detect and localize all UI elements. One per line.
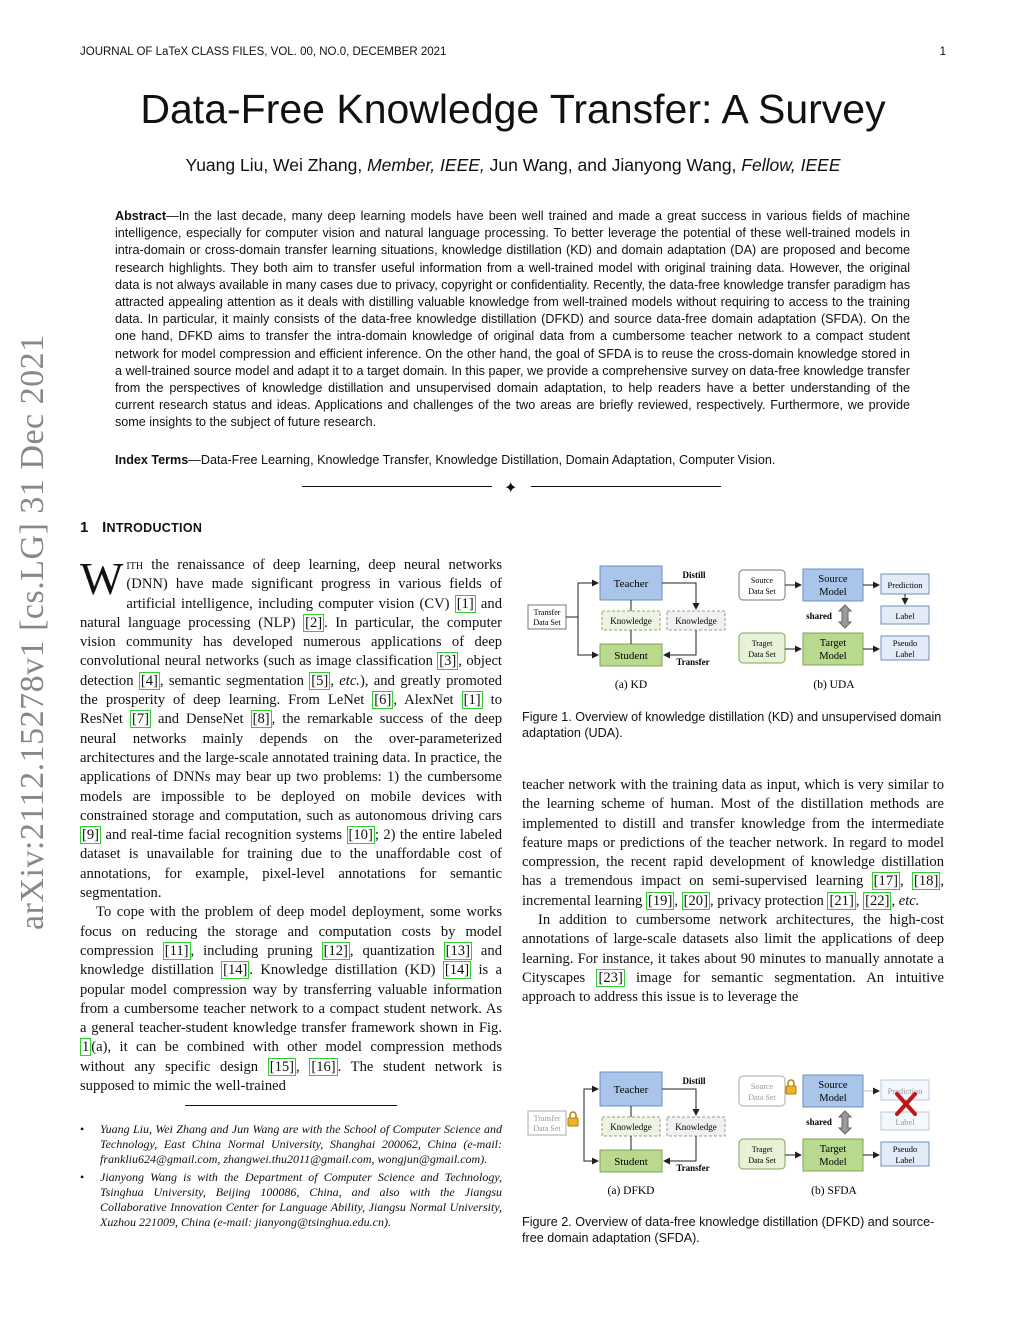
divider-diamond-icon: ✦ [504,480,518,497]
sfda-source-set-label1: Source [750,1082,774,1091]
footnote-text: Yuang Liu, Wei Zhang and Jun Wang are with the School of Computer Science and Technology, East China Normal University, Shanghai 200062, China (e-mail: frankliu624@gmail.com, zhangwei.thu2011@gmail.com, wongjun@gmail.com). [100,1122,502,1167]
citation-link[interactable]: [3] [439,653,457,670]
abstract-label: Abstract [115,209,167,223]
uda-label-label: Label [895,611,915,621]
intro-paragraph-1 [80,553,503,903]
citation-link[interactable]: [14] [223,962,248,979]
footnote-bullet: • [80,1169,85,1184]
index-terms-text: —Data-Free Learning, Knowledge Transfer, Knowledge Distillation, Domain Adaptation, Computer Vision. [188,453,776,467]
text-run: , including pruning [190,942,322,959]
sfda-label-label: Label [895,1117,915,1127]
text-run: (a), it can be combined with other model compression methods without any specific design [80,1039,502,1075]
citation-link[interactable]: [4] [140,672,158,689]
text-run: , privacy protection [709,892,828,909]
dfkd-teacher-label: Teacher [613,1084,649,1096]
dfkd-transfer-arrow [664,1136,696,1161]
authors-part1: Yuang Liu, Wei Zhang, [185,155,368,175]
dfkd-arrow-to-student [584,1123,598,1161]
dfkd-arrow-to-teacher [584,1089,598,1123]
authors-role2: Fellow, IEEE [741,155,841,175]
footnote-bullet: • [80,1122,85,1136]
sfda-target-model-label1: Target [819,1144,847,1155]
kd-knowledge-b-label: Knowledge [675,616,717,626]
sfda-source-model-label2: Model [819,1093,847,1104]
uda-pseudo-label2: Label [895,649,915,659]
footnote-text: Jianyong Wang is with the Department of Computer Science and Technology, Tsinghua University, Beijing 100086, China, and also with the Jiangsu Collaborative Innovation Center for Language Ability, Jiangsu Normal University, Xuzhou 221009, China (e-mail: jianyong@tsinghua.edu.cn). [100,1169,502,1230]
authors-role1: Member, IEEE, [367,155,485,175]
left-column [80,553,503,1096]
kd-knowledge-a-label: Knowledge [610,616,652,626]
dfkd-transfer-set-label2: Data Set [533,1124,561,1133]
citation-link[interactable]: [1] [463,692,481,709]
figure-2-caption: Figure 2. Overview of data-free knowledge distillation (DFKD) and source-free domain adaptation (SFDA). [522,1215,935,1245]
text-run: and DenseNet [151,711,251,728]
lock-icon [568,1112,578,1126]
citation-link[interactable]: [1] [456,595,474,612]
sfda-shared-arrow-icon [839,1111,851,1134]
kd-transfer-label: Transfer [676,657,710,667]
text-run: , [899,873,913,890]
uda-sublabel: (b) UDA [813,679,855,691]
right-column [522,776,944,1008]
citation-link[interactable]: [15] [269,1058,295,1075]
uda-pseudo-label1: Pseudo [892,638,918,648]
text-run: ), and greatly promoted the prosperity of deep learning. From LeNet [80,672,503,709]
citation-link[interactable]: [6] [374,692,392,709]
text-run: and real-time facial recognition systems [101,827,347,844]
dfkd-transfer-set-label1: Transfer [533,1114,561,1123]
text-run: , semantic segmentation [159,672,310,689]
section-title-initial: I [102,519,107,536]
dfkd-distill-arrow [662,1089,696,1115]
sfda-prediction-label: Prediction [887,1086,923,1096]
citation-link[interactable]: [21] [829,892,854,909]
citation-link[interactable]: [10] [348,827,373,844]
sfda-target-set-label1: Traget [751,1145,773,1154]
dfkd-transfer-label: Transfer [676,1163,710,1173]
kd-student-label: Student [614,650,648,662]
uda-shared-arrow-icon [839,605,851,628]
dfkd-sublabel: (a) DFKD [607,1185,655,1197]
text-run: to ResNet [80,692,502,728]
footnote-rule [185,1105,397,1106]
dropcap-smallcaps: ith [126,557,144,573]
divider-left [302,486,492,487]
kd-arrow-to-teacher [578,583,598,617]
section-heading [80,519,202,536]
section-title-rest: NTRODUCTION [106,521,203,535]
text-run: is a popular model compression way by transferring valuable information from a cumbersome teacher network to a compact student network. As a general teacher-student knowledge transfer framework shown in Fig. [80,962,502,1037]
figure-1-caption: Figure 1. Overview of knowledge distillation (KD) and unsupervised domain adaptation (UDA). [522,710,942,740]
kd-distill-arrow [662,583,696,609]
citation-link[interactable]: [18] [914,873,939,890]
kd-arrow-to-student [578,617,598,655]
uda-source-model-label2: Model [819,587,847,598]
dfkd-knowledge-a-label: Knowledge [610,1122,652,1132]
citation-link[interactable]: [8] [252,711,270,728]
sfda-shared-label: shared [806,1117,832,1127]
citation-link[interactable]: [23] [598,969,623,986]
citation-link[interactable]: [11] [164,942,189,959]
citation-link[interactable]: [12] [323,942,348,959]
sfda-sublabel: (b) SFDA [811,1185,857,1197]
right-paragraph-1 [522,776,944,911]
kd-transfer-set-label2: Data Set [533,618,561,627]
text-run: , incremental learning [522,873,944,909]
text-run: , [855,892,864,909]
sfda-target-model-label2: Model [819,1157,847,1168]
text-run: and knowledge distillation [80,942,502,979]
text-run: , the remarkable success of the deep neural networks mainly depends on the over-parameterized architectures and the large-scale annotated training data. In practice, the applications of DNNs may bear up two problems: 1) the cumbersome models are impossible to be deployed on mobile devices with constrained storage and computation, such as autonomous driving cars [80,711,502,824]
text-run: , quantization [349,942,444,959]
figure-link[interactable]: 1 [82,1039,90,1056]
citation-link[interactable]: [2] [305,614,323,631]
sfda-source-model-label1: Source [818,1080,848,1091]
uda-source-model-label1: Source [818,574,848,585]
text-run: , [330,672,340,689]
citation-link[interactable]: [17] [873,873,898,890]
uda-target-model-label2: Model [819,651,847,662]
kd-transfer-arrow [664,630,696,655]
sfda-source-set-label2: Data Set [748,1093,776,1102]
uda-target-model-label1: Target [819,638,847,649]
index-terms [115,452,910,469]
text-run: , [891,892,899,909]
uda-prediction-label: Prediction [887,580,923,590]
author-list [80,155,946,176]
text-run: In addition to cumbersome network architectures, the high-cost annotations of large-scale datasets also limit the applications of deep learning. For instance, it takes about 90 minutes to manually annotate a Cityscapes [522,912,944,986]
text-run: . Knowledge distillation (KD) [249,962,443,979]
text-run: teacher network with the training data as input, which is very similar to the learning scheme of human. Most of the distillation methods are implemented to distill and transfer knowledge from the intermediate feature maps or predictions of the teacher network. In regard to model compression, the recent rapid development of knowledge distillation has a tremendous impact on semi-supervised learning [522,777,944,890]
kd-sublabel: (a) KD [614,679,648,691]
intro-paragraph-2 [80,903,502,1096]
dfkd-student-label: Student [614,1156,648,1168]
uda-target-set-label2: Data Set [748,650,776,659]
running-header [80,46,946,58]
citation-link[interactable]: [5] [311,672,329,689]
text-run: image for semantic segmentation. An intuitive approach to address this issue is to leverage the [522,969,944,1006]
footnotes [80,1122,502,1232]
paper-title: Data-Free Knowledge Transfer: A Survey [140,86,886,132]
sfda-pseudo-label2: Label [895,1155,915,1165]
text-run: . In particular, the computer vision community has developed numerous applications of deep convolutional neural networks (such as image classification [80,614,502,670]
kd-teacher-label: Teacher [613,578,649,590]
sfda-pseudo-label1: Pseudo [892,1144,918,1154]
abstract [115,208,910,432]
sfda-target-set-label2: Data Set [748,1156,776,1165]
text-run: , [674,892,682,909]
kd-distill-label: Distill [682,570,706,580]
text-run: , object detection [80,653,502,689]
drop-cap: W [80,553,124,604]
citation-link[interactable]: [22] [865,892,890,909]
text-run: To cope with the problem of deep model deployment, some works focus on reducing the storage and computation costs by model compression [80,904,502,959]
etc-italic: etc. [339,672,360,689]
text-run: the renaissance of deep learning, deep neural networks (DNN) have made significant progress in various fields of artificial intelligence, including computer vision (CV) [126,557,502,612]
citation-link[interactable]: [19] [648,892,673,909]
figure-1-diagram [522,558,946,698]
citation-link[interactable]: [20] [683,892,708,909]
right-paragraph-2 [522,911,944,1007]
uda-source-set-label2: Data Set [748,587,776,596]
text-run: . The student network is supposed to mimic the well-trained [80,1058,502,1095]
section-number: 1 [80,519,89,536]
text-run: ; 2) the entire labeled dataset is unavailable for training due to the unaffordable cost of annotations, for example, pixel-level annotations for semantic segmentation. [80,827,502,902]
etc-italic: etc. [898,892,920,909]
citation-link[interactable]: [13] [445,942,470,959]
citation-link[interactable]: [7] [131,711,149,728]
dfkd-distill-label: Distill [682,1076,706,1086]
citation-link[interactable]: [9] [82,827,100,844]
text-run: and natural language processing (NLP) [80,595,502,631]
abstract-text: —In the last decade, many deep learning models have been well trained and made a great success in various fields of machine intelligence, especially for computer vision and natural language processing. To better leverage the potential of these well-trained models in intra-domain or cross-domain transfer learning situations, knowledge distillation (KD) and domain adaptation (DA) are proposed and become research highlights. They both aim to transfer useful information from a well-trained model with original training data. However, the original data is not always available in many cases due to privacy, copyright or confidentiality. Recently, the data-free knowledge transfer paradigm has attracted appealing attention as it deals with distilling valuable knowledge from well-trained models without requiring to access to the training data. In particular, it mainly consists of the data-free knowledge distillation (DFKD) and source data-free domain adaptation (SFDA). On the one hand, DFKD aims to transfer the intra-domain knowledge of original data from a cumbersome teacher network to a compact student network for model compression and efficient inference. On the other hand, the goal of SFDA is to reuse the cross-domain knowledge stored in a well-trained source model and adapt it to a target domain. In this paper, we provide a comprehensive survey on data-free knowledge transfer from the perspectives of knowledge distillation and unsupervised domain adaptation, to help readers have a better understanding of the current research status and ideas. Applications and challenges of the two areas are briefly reviewed, respectively. Furthermore, we provide some insights to the subject of future research. [115,209,910,430]
journal-header: JOURNAL OF LaTeX CLASS FILES, VOL. 00, NO.0, DECEMBER 2021 [80,46,447,58]
citation-link[interactable]: [14] [444,962,470,979]
divider-right [531,486,721,487]
lock-icon [786,1080,796,1094]
index-terms-label: Index Terms [115,453,189,467]
kd-transfer-set-label1: Transfer [533,608,561,617]
dfkd-knowledge-b-label: Knowledge [675,1122,717,1132]
arxiv-identifier[interactable]: arXiv:2112.15278v1 [cs.LG] 31 Dec 2021 [14,334,51,930]
uda-target-set-label1: Traget [751,639,773,648]
uda-shared-label: shared [806,611,832,621]
figure-2-diagram [522,1064,946,1204]
page-number: 1 [939,46,946,58]
footnote-item [80,1170,502,1231]
authors-part2: Jun Wang, and Jianyong Wang, [484,155,742,175]
text-run: , [296,1058,310,1075]
footnote-item [80,1122,502,1168]
citation-link[interactable]: [16] [311,1058,336,1075]
uda-source-set-label1: Source [750,576,774,585]
text-run: , AlexNet [393,692,462,709]
